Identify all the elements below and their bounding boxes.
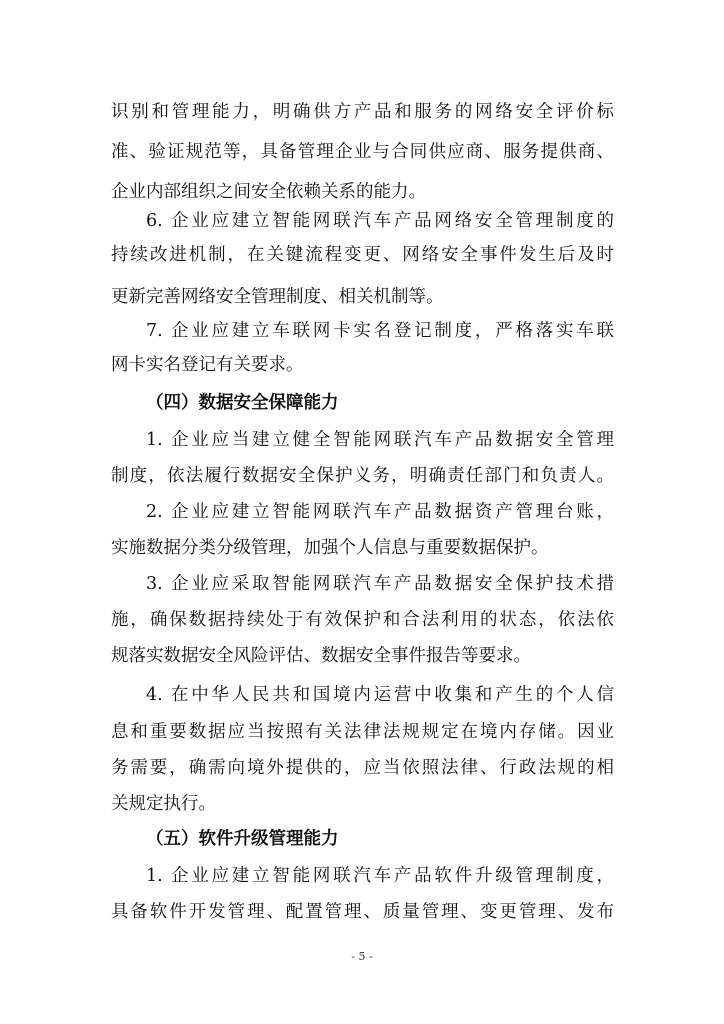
page-number: - 5 -: [351, 950, 373, 963]
body-text-line: 2. 企业应建立智能网联汽车产品数据资产管理台账，: [146, 502, 614, 522]
body-text-line: 准、验证规范等，具备管理企业与合同供应商、服务提供商、: [111, 142, 614, 162]
body-text-line: 施，确保数据持续处于有效保护和合法利用的状态，依法依: [111, 610, 614, 630]
body-text-line: 1. 企业应建立智能网联汽车产品软件升级管理制度，: [146, 866, 614, 886]
body-text-line: 4. 在中华人民共和国境内运营中收集和产生的个人信: [146, 685, 614, 705]
body-text-line: 企业内部组织之间安全依赖关系的能力。: [111, 182, 426, 202]
body-text-line: 1. 企业应当建立健全智能网联汽车产品数据安全管理: [146, 430, 614, 450]
body-text-line: 7. 企业应建立车联网卡实名登记制度，严格落实车联: [146, 321, 614, 341]
body-text-line: 持续改进机制，在关键流程变更、网络安全事件发生后及时: [111, 245, 614, 265]
body-text-line: 网卡实名登记有关要求。: [111, 355, 304, 375]
body-text-line: 3. 企业应采取智能网联汽车产品数据安全保护技术措: [146, 574, 614, 594]
section-heading: （四）数据安全保障能力: [146, 393, 339, 413]
body-text-line: 具备软件开发管理、配置管理、质量管理、变更管理、发布: [111, 902, 614, 922]
body-text-line: 实施数据分类分级管理，加强个人信息与重要数据保护。: [111, 538, 549, 558]
body-text-line: 制度，依法履行数据安全保护义务，明确责任部门和负责人。: [111, 466, 614, 486]
body-text-line: 更新完善网络安全管理制度、相关机制等。: [111, 287, 444, 307]
body-text-line: 务需要，确需向境外提供的，应当依照法律、行政法规的相: [111, 758, 614, 778]
body-text-line: 息和重要数据应当按照有关法律法规规定在境内存储。因业: [111, 722, 614, 742]
body-text-line: 识别和管理能力，明确供方产品和服务的网络安全评价标: [111, 102, 614, 122]
body-text-line: 关规定执行。: [111, 794, 216, 814]
section-heading: （五）软件升级管理能力: [146, 829, 339, 849]
body-text-line: 规落实数据安全风险评估、数据安全事件报告等要求。: [111, 646, 531, 666]
body-text-line: 6. 企业应建立智能网联汽车产品网络安全管理制度的: [146, 211, 614, 231]
